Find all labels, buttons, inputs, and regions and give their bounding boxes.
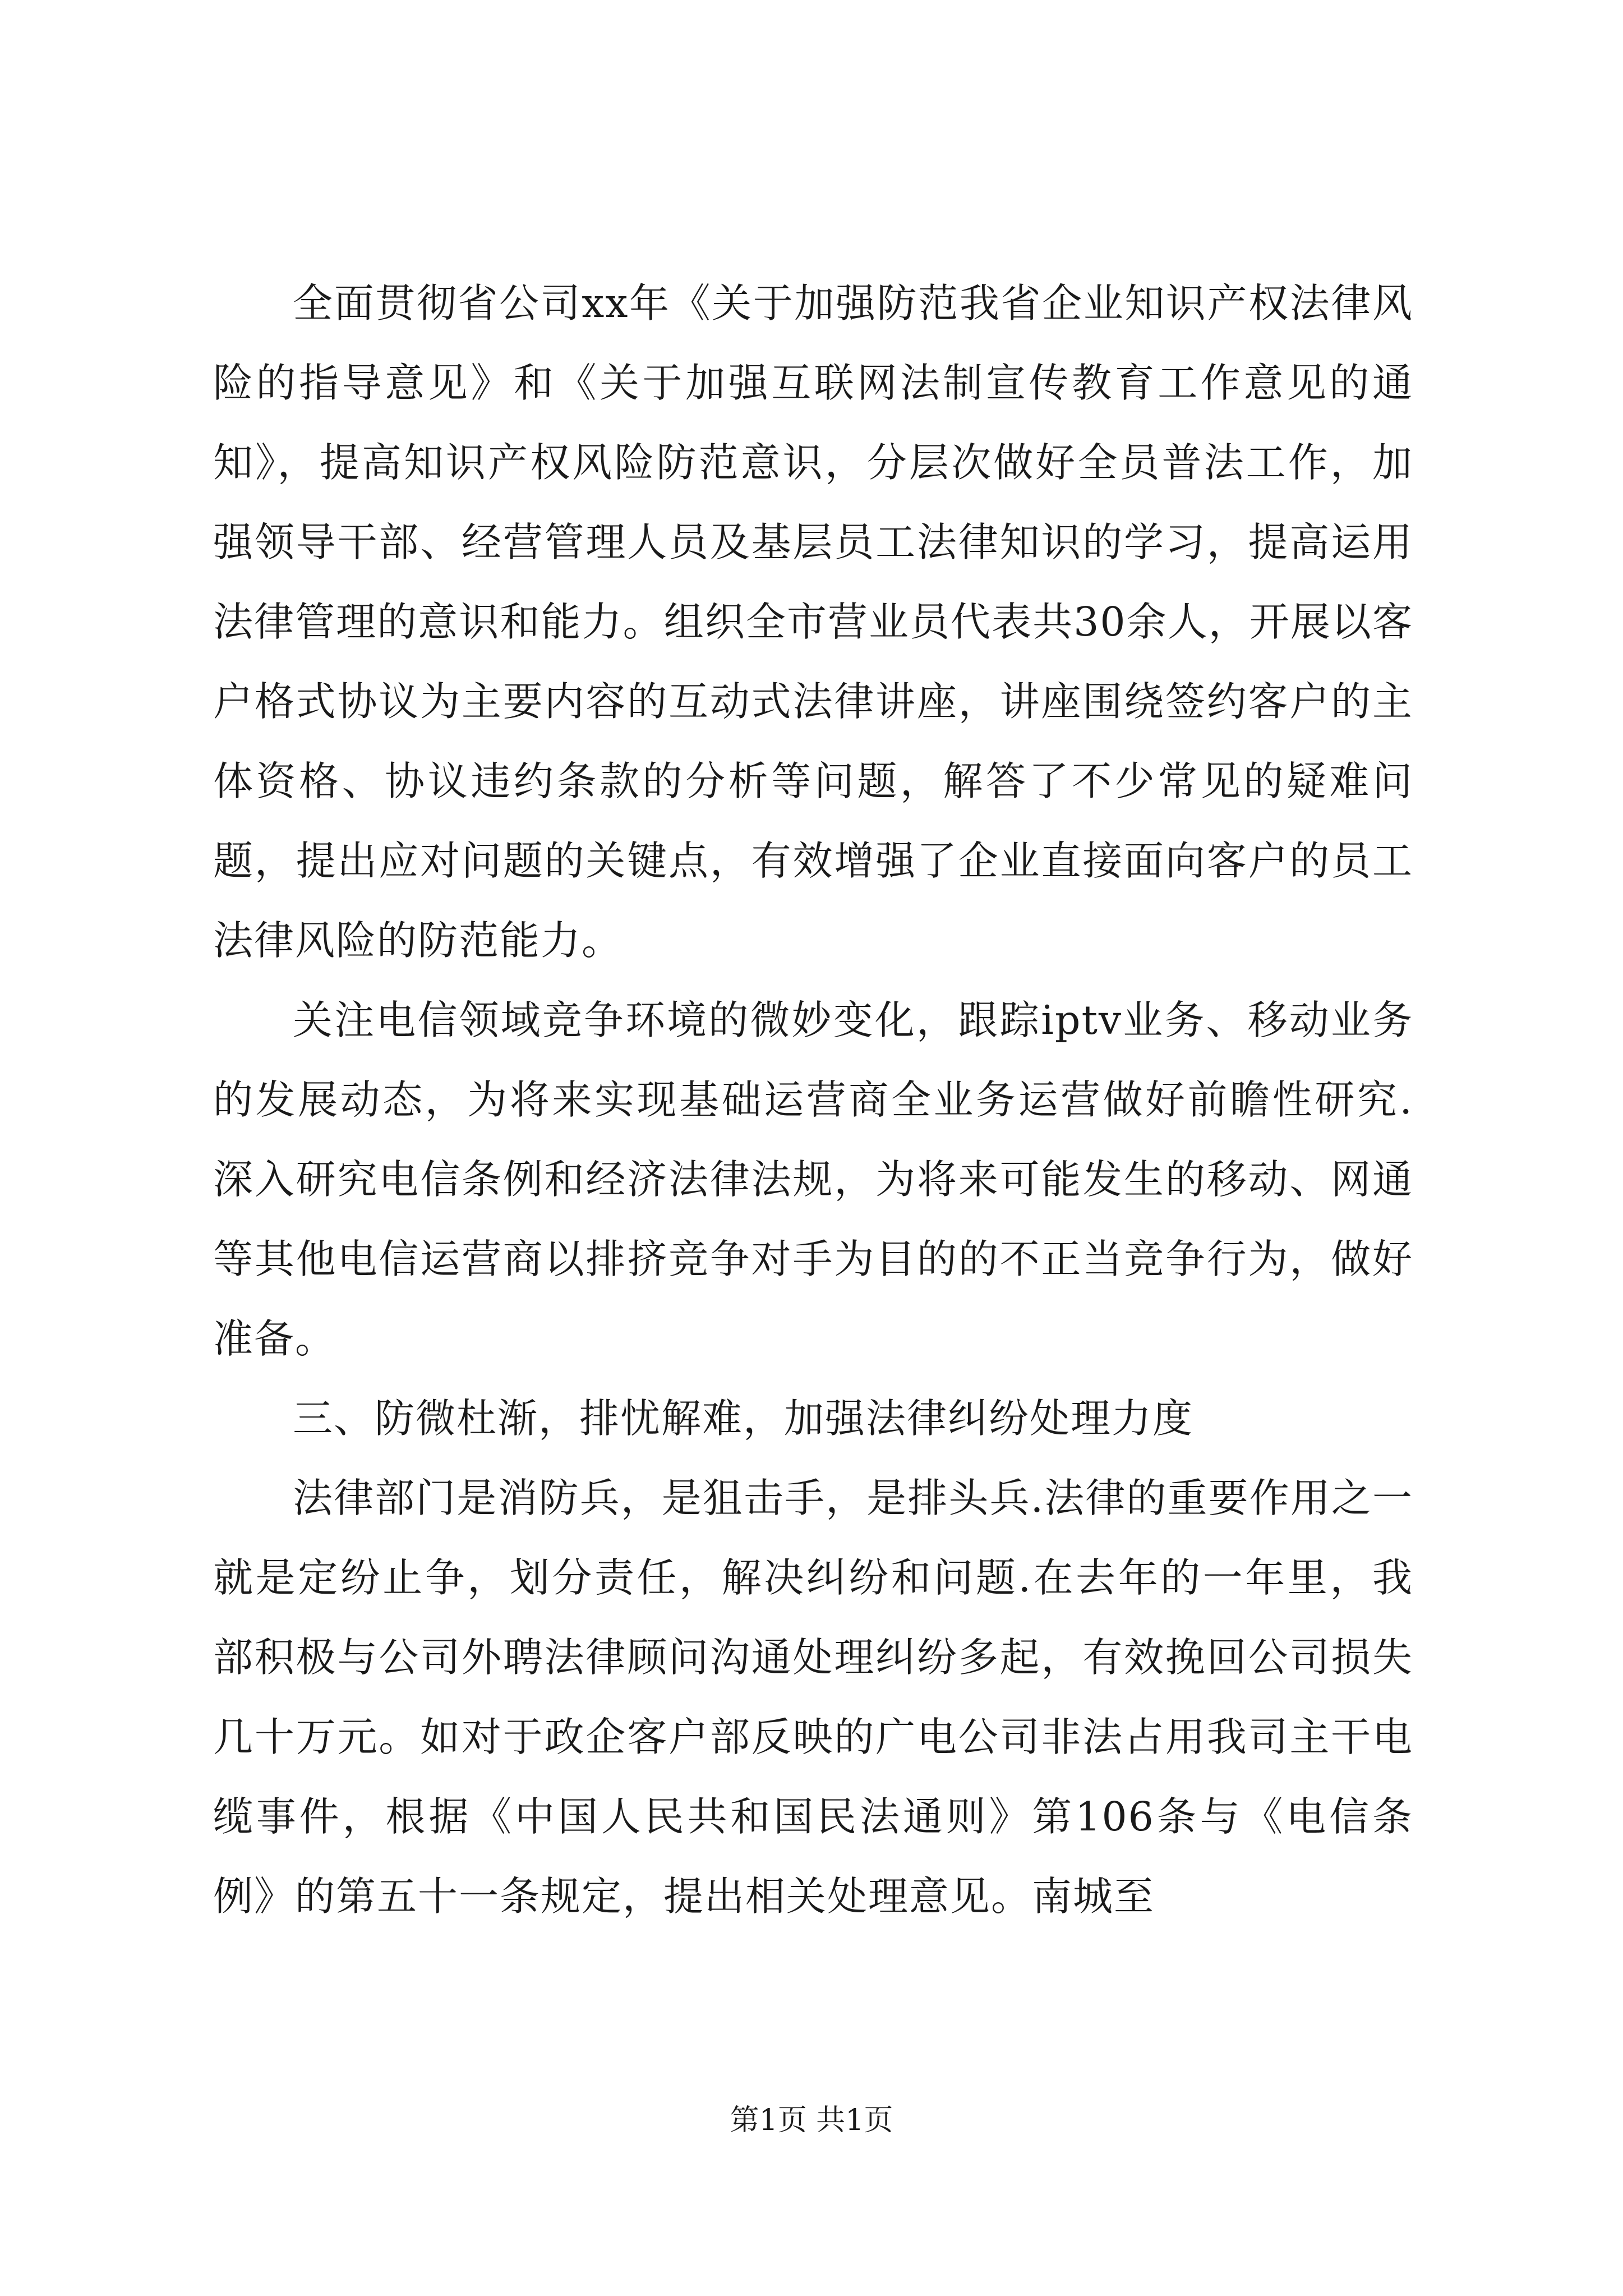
paragraph-ip-awareness: 全面贯彻省公司xx年《关于加强防范我省企业知识产权法律风险的指导意见》和《关于加强互联网法制宣传教育工作意见的通知》，提高知识产权风险防范意识，分层次做好全员普法工作，加强领导干部、经营管理人员及基层员工法律知识的学习，提高运用法律管理的意识和能力。组织全市营业员代表共30余人，开展以客户格式协议为主要内容的互动式法律讲座，讲座围绕签约客户的主体资格、协议违约条款的分析等问题，解答了不少常见的疑难问题，提出应对问题的关键点，有效增强了企业直接面向客户的员工法律风险的防范能力。 xyxy=(213,280,1413,964)
paragraph-competition-research: 关注电信领域竞争环境的微妙变化，跟踪iptv业务、移动业务的发展动态，为将来实现基础运营商全业务运营做好前瞻性研究.深入研究电信条例和经济法律法规，为将来可能发生的移动、网通等其他电信运营商以排挤竞争对手为目的的不正当竞争行为，做好准备。 xyxy=(213,997,1413,1362)
section-heading-dispute-handling: 三、防微杜渐，排忧解难，加强法律纠纷处理力度 xyxy=(293,1395,1194,1442)
document-body xyxy=(213,264,1413,1936)
paragraph-dispute-resolution: 法律部门是消防兵，是狙击手，是排头兵.法律的重要作用之一就是定纷止争，划分责任，解决纠纷和问题.在去年的一年里，我部积极与公司外聘法律顾问沟通处理纠纷多起，有效挽回公司损失几十万元。如对于政企客户部反映的广电公司非法占用我司主干电缆事件，根据《中国人民共和国民法通则》第106条与《电信条例》的第五十一条规定，提出相关处理意见。南城至 xyxy=(213,1475,1413,1920)
page-footer: 第1页 共1页 xyxy=(730,2104,893,2137)
